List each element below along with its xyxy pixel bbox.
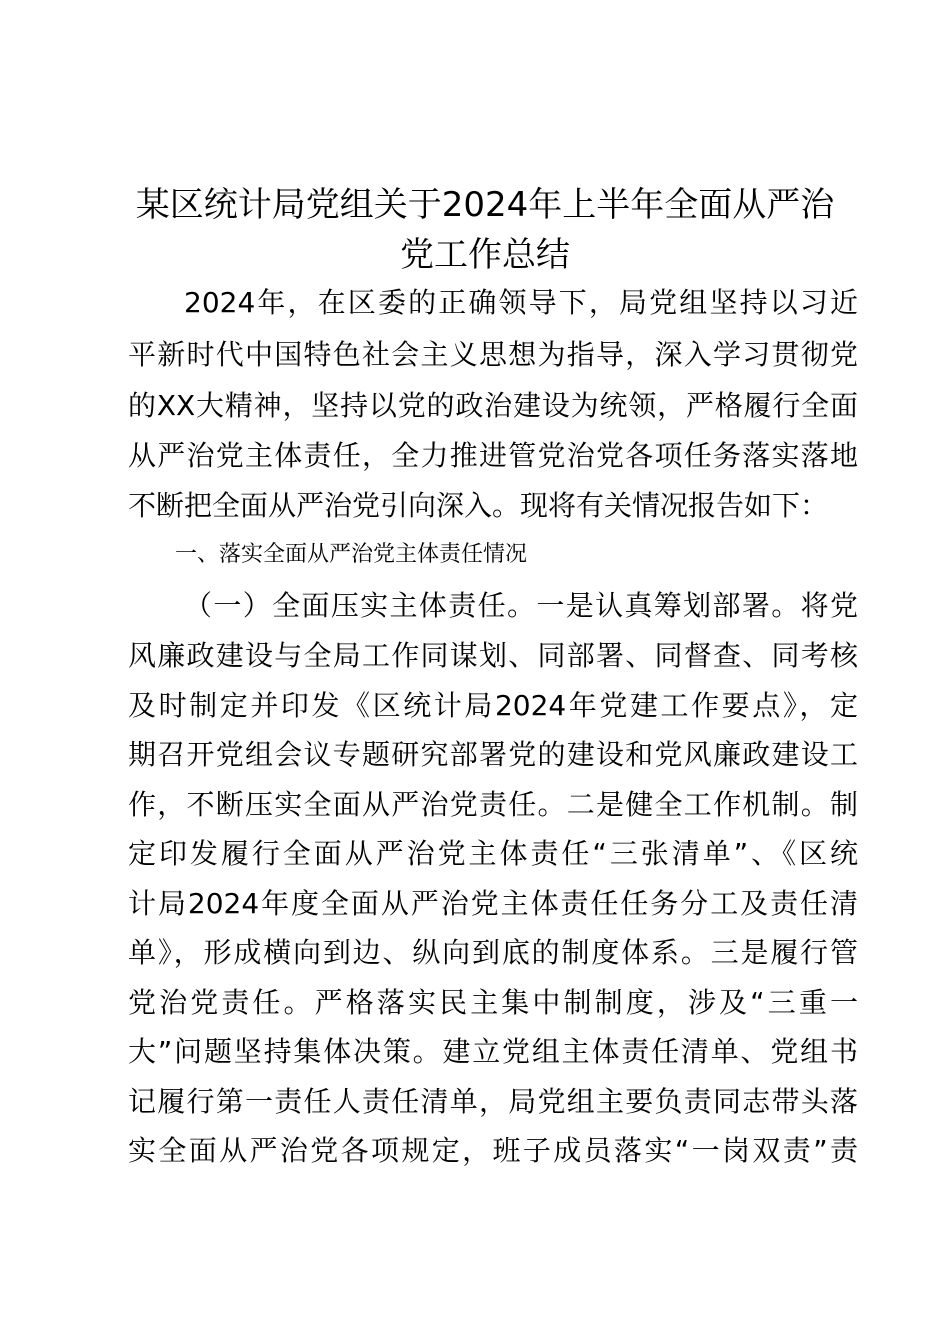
intro-line: 2024年，在区委的正确领导下，局党组坚持以习近 xyxy=(184,286,858,319)
body-line: 党治党责任。严格落实民主集中制制度，涉及“三重一 xyxy=(128,986,858,1019)
intro-line: 从严治党主体责任，全力推进管党治党各项任务落实落地 xyxy=(128,439,858,472)
intro-line: 的XX大精神，坚持以党的政治建设为统领，严格履行全面 xyxy=(128,389,858,422)
body-line: 大”问题坚持集体决策。建立党组主体责任清单、党组书 xyxy=(128,1035,858,1068)
title-line-2: 党工作总结 xyxy=(400,235,570,275)
body-line: 计局2024年度全面从严治党主体责任任务分工及责任清 xyxy=(128,887,858,920)
section-heading: 一、落实全面从严治党主体责任情况 xyxy=(175,542,528,567)
intro-line: 平新时代中国特色社会主义思想为指导，深入学习贯彻党 xyxy=(128,338,858,371)
body-line: 实全面从严治党各项规定，班子成员落实“一岗双责”责 xyxy=(128,1134,858,1167)
body-line: 作，不断压实全面从严治党责任。二是健全工作机制。制 xyxy=(128,788,858,821)
body-line: 风廉政建设与全局工作同谋划、同部署、同督查、同考核 xyxy=(128,639,858,672)
title-line-1: 某区统计局党组关于2024年上半年全面从严治 xyxy=(135,185,835,225)
body-line: 及时制定并印发《区统计局2024年党建工作要点》，定 xyxy=(128,689,858,722)
body-line: 期召开党组会议专题研究部署党的建设和党风廉政建设工 xyxy=(128,738,858,771)
document-title xyxy=(110,180,860,280)
body-line: 定印发履行全面从严治党主体责任“三张清单”、《区统 xyxy=(128,837,858,870)
intro-line: 不断把全面从严治党引向深入。现将有关情况报告如下： xyxy=(128,489,829,522)
body-line: 单》，形成横向到边、纵向到底的制度体系。三是履行管 xyxy=(128,936,858,969)
body-line: （一）全面压实主体责任。一是认真筹划部署。将党 xyxy=(184,589,858,622)
body-line: 记履行第一责任人责任清单，局党组主要负责同志带头落 xyxy=(128,1085,858,1118)
